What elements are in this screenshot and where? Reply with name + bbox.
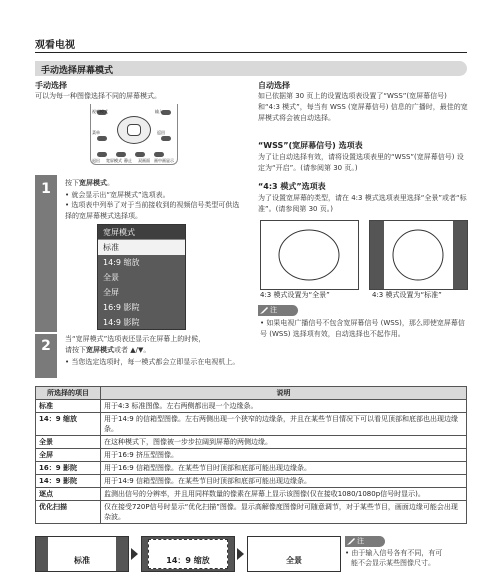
table-row: 16：9 影院 用于16:9 信箱型图像。在某些节目时顶部和底部可能出现边缘条。 xyxy=(36,462,467,475)
bottom-box-label: 14：9 缩放 xyxy=(166,556,210,565)
mode43-text: 为了设置宽屏幕的类型，请在 4:3 模式选项表里选择“全景”或者“标准”。(请参阅第 30 页。) xyxy=(258,194,467,213)
wide-mode-option[interactable]: 全景 xyxy=(103,273,119,282)
bottom-note-line-2: 能不会显示某些图像尺寸。 xyxy=(351,559,435,567)
remote-button-icon xyxy=(161,136,171,141)
wide-mode-option[interactable]: 14:9 影院 xyxy=(103,318,140,327)
arrow-right-icon xyxy=(131,548,138,560)
pencil-icon xyxy=(260,307,268,314)
bottom-box-panorama xyxy=(247,536,341,572)
remote-label: 视听模式 xyxy=(92,109,108,114)
auto-select-text: 如已依据第 30 页上的设置选项表设置了“WSS”(宽屏幕信号) 和“4:3 模式”，每当有 WSS (宽屏幕信号) 信息的广播时，最佳的宽屏模式将会被自动选择。 xyxy=(258,92,468,122)
step-2-line-2: 请按下宽屏模式或者 ▲/▼。 xyxy=(65,346,151,354)
section-bar xyxy=(35,61,467,76)
table-row: 全屏 用于16:9 挤压型图像。 xyxy=(36,449,467,462)
panorama-screen-illustration xyxy=(260,220,359,290)
wide-mode-menu xyxy=(97,224,186,330)
wss-text: 为了让自动选择有效，请将设置选项表里的“WSS”(宽屏幕信号) 设定为“开启”。(请参阅第 30 页。) xyxy=(258,153,464,172)
table-row: 14：9 影院 用于14:9 信箱型图像。在某些节目时顶部和底部可能出现边缘条。 xyxy=(36,475,467,488)
step-1-bullet-1: • 就会显示出“宽屏模式”选项表。 xyxy=(65,191,170,199)
pencil-icon xyxy=(347,538,355,545)
step-1-instruction: 按下宽屏模式。 xyxy=(65,179,114,187)
table-row: 标准 用于4:3 标准图像。左右两侧都出现一个边缘条。 xyxy=(36,400,467,413)
bottom-note-label: 注 xyxy=(357,537,364,545)
wss-title: “WSS”(宽屏幕信号) 选项表 xyxy=(258,141,363,150)
step-1-bar xyxy=(35,175,57,332)
arrow-right-icon xyxy=(237,548,244,560)
note-text: • 如果电视广播信号不包含宽屏幕信号 (WSS)，那么即使宽屏幕信号 (WSS) 选择项有效，自动选择也不起作用。 xyxy=(260,319,465,338)
remote-label: 静止 xyxy=(124,158,132,163)
step-2-number: 2 xyxy=(41,338,51,354)
step-1-bullet-2: • 选项表中列举了对于当前接收到的视频信号类型可供选择的宽屏幕模式选择项。 xyxy=(65,201,240,220)
table-header: 所选择的项目 xyxy=(36,387,101,400)
wide-mode-option[interactable]: 14:9 缩放 xyxy=(103,258,140,267)
table-row: 逐点 监测出信号的分辨率，并且用同样数量的像素在屏幕上显示该图像(仅在接收1080/1080p信号时显示)。 xyxy=(36,488,467,501)
remote-label: 返回 xyxy=(157,130,165,135)
table-row: 14：9 缩放 用于14:9 的信箱型图像。左右两侧出现一个狭窄的边缘条，并且在某些节目情况下可以看见顶部和底部也出现边缘条。 xyxy=(36,413,467,436)
stretched-circle-icon xyxy=(261,221,358,289)
caption-panorama: 4:3 模式设置为“全景” xyxy=(260,291,330,299)
dpad-icon xyxy=(117,116,151,144)
remote-label: 画中画 xyxy=(154,158,166,163)
circle-icon xyxy=(370,221,467,289)
table-header: 说明 xyxy=(101,387,467,400)
remote-button-icon xyxy=(97,136,107,141)
remote-label: 显示 xyxy=(166,158,174,163)
bottom-note-label-bar xyxy=(345,536,385,547)
remote-label: 菜单 xyxy=(92,130,100,135)
bottom-box-label: 全景 xyxy=(286,556,302,565)
bottom-box-label: 标准 xyxy=(74,556,90,565)
section-title: 手动选择屏幕模式 xyxy=(41,66,114,76)
step-2-bar xyxy=(35,334,57,378)
bottom-box-zoom xyxy=(141,536,235,572)
remote-button-icon xyxy=(97,152,107,157)
mode43-title: “4:3 模式”选项表 xyxy=(258,182,326,191)
wide-mode-menu-title: 宽屏模式 xyxy=(98,225,185,240)
step-2-line-1: 当“宽屏模式”选项表还显示在屏幕上的时候， xyxy=(65,335,206,343)
wide-mode-table xyxy=(35,386,467,524)
normal-screen-illustration xyxy=(369,220,468,290)
page-header-title: 观看电视 xyxy=(35,40,75,51)
remote-label: 输入 xyxy=(155,109,163,114)
table-row: 优化扫描 仅在接受720P信号时显示“优化扫描”图像。显示高解像度图像时可随意调节，对于某些节目，画面边缘可能会出现杂波。 xyxy=(36,501,467,524)
wide-mode-option[interactable]: 全屏 xyxy=(103,288,119,297)
remote-label: 双画面 xyxy=(138,158,150,163)
bottom-box-standard xyxy=(35,536,129,572)
header-divider xyxy=(35,52,467,53)
manual-select-intro: 可以为每一种图像选择不同的屏幕模式。 xyxy=(35,92,161,100)
remote-button-icon xyxy=(135,152,145,157)
note-label-bar xyxy=(258,305,298,316)
wide-mode-option-selected[interactable]: 标准 xyxy=(98,240,185,255)
remote-button-icon xyxy=(116,152,126,157)
manual-select-title: 手动选择 xyxy=(35,81,67,90)
auto-select-title: 自动选择 xyxy=(258,81,290,90)
remote-label: 宽屏模式 xyxy=(106,158,122,163)
remote-label: 退出 xyxy=(92,158,100,163)
caption-normal: 4:3 模式设置为“标准” xyxy=(372,291,442,299)
step-1-number: 1 xyxy=(41,181,51,197)
note-label: 注 xyxy=(270,306,277,314)
step-2-bullet: • 当您选定选项时，每一模式都会立即显示在电视机上。 xyxy=(65,358,240,366)
table-row: 全景 在这种模式下，图像被一步步拉阔到屏幕的两侧边缘。 xyxy=(36,436,467,449)
ok-button-icon xyxy=(127,124,141,136)
bottom-note-line-1: • 由于输入信号各有不同，有可 xyxy=(345,549,443,557)
remote-button-icon xyxy=(154,152,164,157)
wide-mode-option[interactable]: 16:9 影院 xyxy=(103,303,140,312)
